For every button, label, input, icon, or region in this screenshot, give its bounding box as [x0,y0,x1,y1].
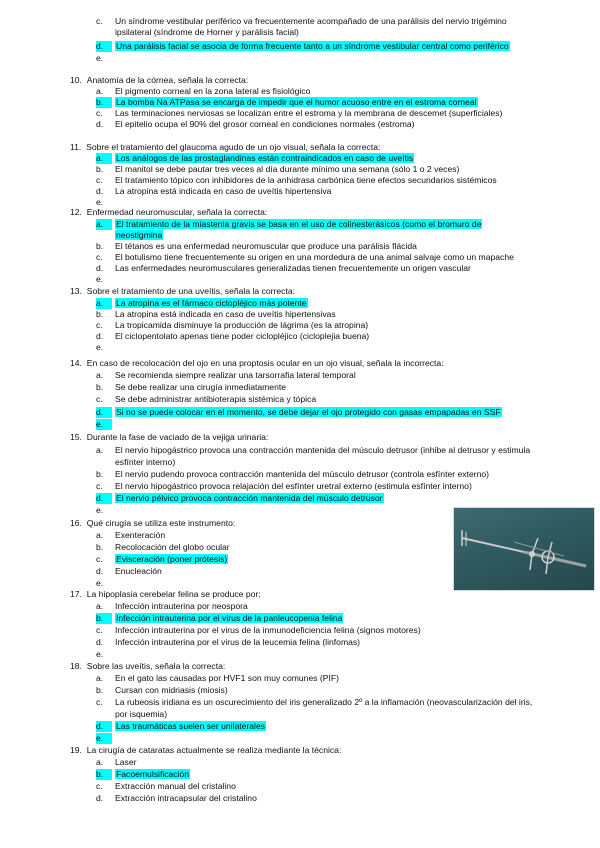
option-letter: b. [96,241,104,251]
option-letter: d. [96,407,112,418]
question-title: Durante la fase de vaciado de la vejiga urinaria: [86,432,269,442]
question-13 [70,286,295,297]
question-number: 12. [70,207,82,217]
question-number: 18. [70,661,82,671]
option-letter: e. [96,53,104,63]
option-text: El pigmento corneal en la zona lateral es fisiológico [115,86,311,96]
option-text: Enucleación [115,566,162,576]
option-text: Si no se puede colocar en el momento, se debe dejar el ojo protegido con gasas empapadas en SSF [116,407,501,417]
option-letter: c. [96,175,103,185]
question-11 [70,142,380,153]
option-letter: c. [96,697,103,707]
question-number: 10. [70,75,82,85]
option-text: Evisceración (poner prótesis) [116,554,228,564]
question-15 [70,432,268,443]
option-text: El nervio hipogástrico provoca una contracción mantenida del músculo detrusor (inhibe al detrusor y estimula [115,445,531,455]
question-10 [70,75,248,86]
question-number: 16. [70,518,82,528]
option-letter: e. [96,505,104,515]
question-title: Sobre el tratamiento de una uveítis, señala la correcta: [86,286,296,296]
option-text: Recolocación del globo ocular [115,542,230,552]
option-text: La atropina está indicada en caso de uveítis hipertensiva [115,186,332,196]
option-text: Una parálisis facial se asocia de forma frecuente tanto a un síndrome vestibular central como periférico [116,41,509,51]
option-text: El tratamiento de la miastenia gravis se basa en el uso de colinesterásicos (como el bromuro de [116,219,482,229]
question-title: Sobre el tratamiento del glaucoma agudo de un ojo visual, señala la correcta: [86,142,381,152]
option-letter: b. [96,613,112,624]
question-17 [70,589,261,600]
option-letter: a. [96,86,104,96]
surgical-instrument-photo [453,507,595,591]
option-letter: b. [96,769,112,780]
option-letter: c. [96,16,103,26]
option-text: neostigmina [116,230,163,240]
question-title: La hipoplasia cerebelar felina se produce por: [86,589,261,599]
question-19 [70,745,341,756]
option-text: Se debe realizar una cirugía inmediatamente [115,382,287,392]
option-text: El nervio hipogástrico provoca relajación del esfínter uretral externo (estimula esfínter interno) [115,481,472,491]
option-text: Los análogos de las prostaglandinas están contraindicados en caso de uveítis [116,153,414,163]
question-title: Anatomía de la córnea, señala la correcta: [86,75,249,85]
option-text: El ciclopentolato apenas tiene poder ciclopléjico (cicloplejia buena) [115,331,370,341]
question-number: 15. [70,432,82,442]
option-letter: b. [96,382,104,392]
option-text: Laser [115,757,137,767]
option-letter: a. [96,601,104,611]
option-text: Se recomienda siempre realizar una tarsorrafia lateral temporal [115,370,356,380]
question-number: 13. [70,286,82,296]
option-letter: d. [96,41,112,52]
instrument-icon [454,508,594,590]
option-letter: a. [96,757,104,767]
option-text: Las enfermedades neuromusculares generalizadas tienen frecuentemente un origen vascular [115,263,471,273]
option-letter: b. [96,542,104,552]
option-text: El tratamiento tópico con inhibidores de la anhidrasa carbónica tiene efectos secundarios sistémicos [115,175,497,185]
option-letter: a. [96,219,112,230]
question-number: 17. [70,589,82,599]
option-text: La rubeosis iridiana es un oscurecimiento del iris generalizado 2º a la inflamación (neovascularización del iris, [115,697,533,707]
option-text: La tropicamida disminuye la producción de lágrima (es la atropina) [115,320,369,330]
option-text: La atropina está indicada en caso de uveítis hipertensivas [115,309,336,319]
option-letter: c. [96,108,103,118]
option-letter: d. [96,493,112,504]
option-letter: d. [96,263,104,273]
question-18 [70,661,225,672]
option-text: El botulismo tiene frecuentemente su origen en una mordedura de una animal salvaje como un mapache [115,252,514,262]
option-letter: d. [96,331,104,341]
option-text: Las terminaciones nerviosas se localizan entre el estroma y la membrana de descemet (superficiales) [115,108,503,118]
option-text: Infección intrauterina por el virus de la panleucopenia felina [116,613,343,623]
option-text: Un síndrome vestibular periférico va frecuentemente acompañado de una parálisis del nervio trigémino ipsilateral (síndrome de Horner y parálisis facial) [115,16,507,37]
option-text: Infección intrauterina por el virus de la inmunodeficiencia felina (signos motores) [115,625,421,635]
option-letter: e. [96,649,104,659]
option-letter: b. [96,97,112,108]
question-number: 14. [70,358,82,368]
option-letter: e. [96,733,112,744]
option-text: Las traumáticas suelen ser unilaterales [116,721,266,731]
option-text: Se debe administrar antibioterapia sistémica y tópica [115,394,317,404]
option-letter: b. [96,164,104,174]
option-letter: b. [96,685,104,695]
option-text: El tétanos es una enfermedad neuromuscular que produce una parálisis flácida [115,241,417,251]
question-title: En caso de recolocación del ojo en una proptosis ocular en un ojo visual, señala la incorrecta: [86,358,444,368]
option-letter: e. [96,419,112,430]
option-letter: c. [96,481,103,491]
option-letter: e. [96,342,104,352]
option-letter: a. [96,153,112,164]
option-letter: d. [96,119,104,129]
option-letter: c. [96,394,103,404]
option-text: La bomba Na ATPasa se encarga de impedir que el humor acuoso entre en el estroma corneal [116,97,477,107]
option-text: Extracción manual del cristalino [115,781,236,791]
option-letter: a. [96,530,104,540]
option-letter: a. [96,445,104,455]
question-title: La cirugía de cataratas actualmente se realiza mediante la técnica: [86,745,342,755]
option-text: En el gato las causadas por HVF1 son muy comunes (PIF) [115,673,340,683]
option-text: La atropina es el fármaco ciclopléjico más potente [116,298,307,308]
option-letter: c. [96,625,103,635]
option-letter: e. [96,274,104,284]
option-text: El manitol se debe pautar tres veces al día durante mínimo una semana (sólo 1 o 2 veces) [115,164,460,174]
option-letter: c. [96,554,103,564]
option-letter: d. [96,186,104,196]
option-text: por isquemia) [115,709,168,719]
option-letter: d. [96,566,104,576]
question-number: 19. [70,745,82,755]
option-text: Exenteración [115,530,166,540]
option-text: Extracción intracapsular del cristalino [115,793,257,803]
question-14 [70,358,444,369]
option-text: Cursan con midriasis (miosis) [115,685,228,695]
question-title: Enfermedad neuromuscular, señala la correcta: [86,207,268,217]
option-letter: a. [96,673,104,683]
option-letter: d. [96,793,104,803]
option-letter: c. [96,252,103,262]
option-letter: e. [96,197,104,207]
option-text: Infección intrauterina por el virus de la leucemia felina (linfomas) [115,637,361,647]
question-16 [70,518,235,529]
option-letter: a. [96,298,112,309]
option-text: El nervio pudendo provoca contracción mantenida del músculo detrusor (controla esfínter externo) [115,469,490,479]
option-letter: b. [96,469,104,479]
question-12 [70,207,267,218]
question-title: Qué cirugía se utiliza este instrumento: [86,518,236,528]
question-number: 11. [70,142,82,152]
option-text: El epitelio ocupa el 90% del grosor corneal en condiciones normales (estroma) [115,119,415,129]
option-text: El nervio pélvico provoca contracción mantenida del músculo detrusor [116,493,383,503]
question-title: Sobre las uveítis, señala la correcta: [86,661,226,671]
option-text: Facoemulsificación [116,769,190,779]
option-letter: c. [96,320,103,330]
option-letter: d. [96,637,104,647]
option-letter: e. [96,578,104,588]
option-letter: d. [96,721,112,732]
option-text: Infección intrauterina por neospora [115,601,248,611]
option-letter: b. [96,309,104,319]
option-letter: a. [96,370,104,380]
option-text: esfínter interno) [115,457,176,467]
option-letter: c. [96,781,103,791]
